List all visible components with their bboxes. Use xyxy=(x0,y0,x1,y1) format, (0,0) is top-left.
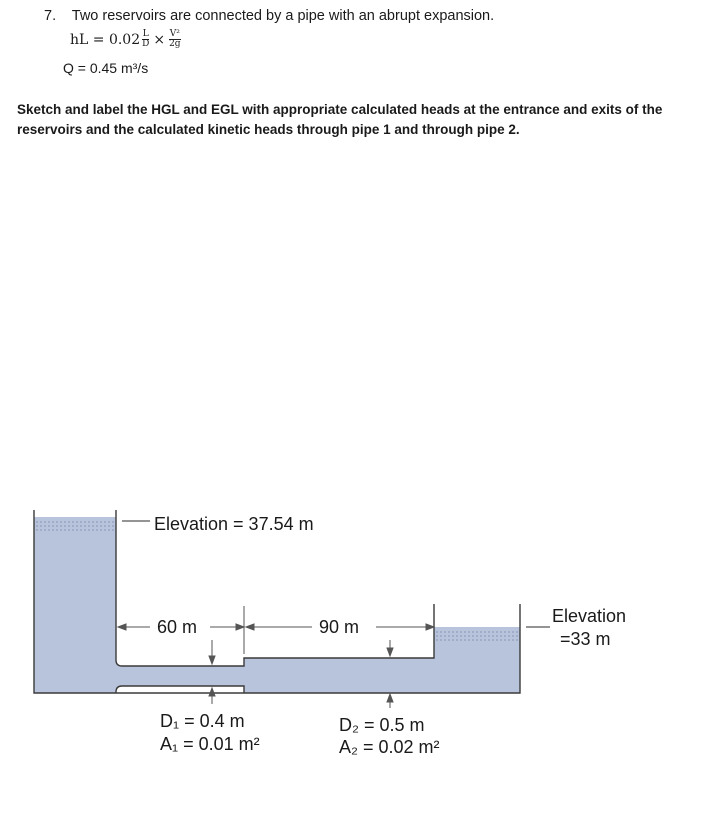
formula-times: × xyxy=(153,31,166,48)
elevation-right-label-1: Elevation xyxy=(552,606,627,626)
problem-text: Two reservoirs are connected by a pipe with an abrupt expansion. xyxy=(71,8,495,24)
problem-number: 7. xyxy=(44,8,57,24)
pipe1-diameter-label: D₁ = 0.4 m xyxy=(160,711,245,731)
formula-lhs: hL = 0.02 xyxy=(70,31,141,48)
velocity-head-fraction: $\frac{\text{V²}}{2g}$ xyxy=(169,29,181,49)
instruction-text: Sketch and label the HGL and EGL with appropriate calculated heads at the entrance and exits of the reservoirs and the calculated kinetic heads through pipe 1 and through pipe 2. xyxy=(17,102,663,137)
pipe2-area-label: A₂ = 0.02 m² xyxy=(339,737,440,757)
water-body xyxy=(34,517,520,693)
pipe1-area-label: A₁ = 0.01 m² xyxy=(160,734,260,754)
l-over-d-fraction: $\frac{L}{D}$ xyxy=(142,29,150,49)
flow-rate: Q = 0.45 m³/s xyxy=(63,60,149,76)
pipe1-length-label: 60 m xyxy=(157,617,198,637)
pipe2-length-label: 90 m xyxy=(319,617,360,637)
elevation-left-label: Elevation = 37.54 m xyxy=(154,514,314,534)
pipe2-diameter-label: D₂ = 0.5 m xyxy=(339,715,425,735)
elevation-right-label-2: =33 m xyxy=(560,629,611,649)
